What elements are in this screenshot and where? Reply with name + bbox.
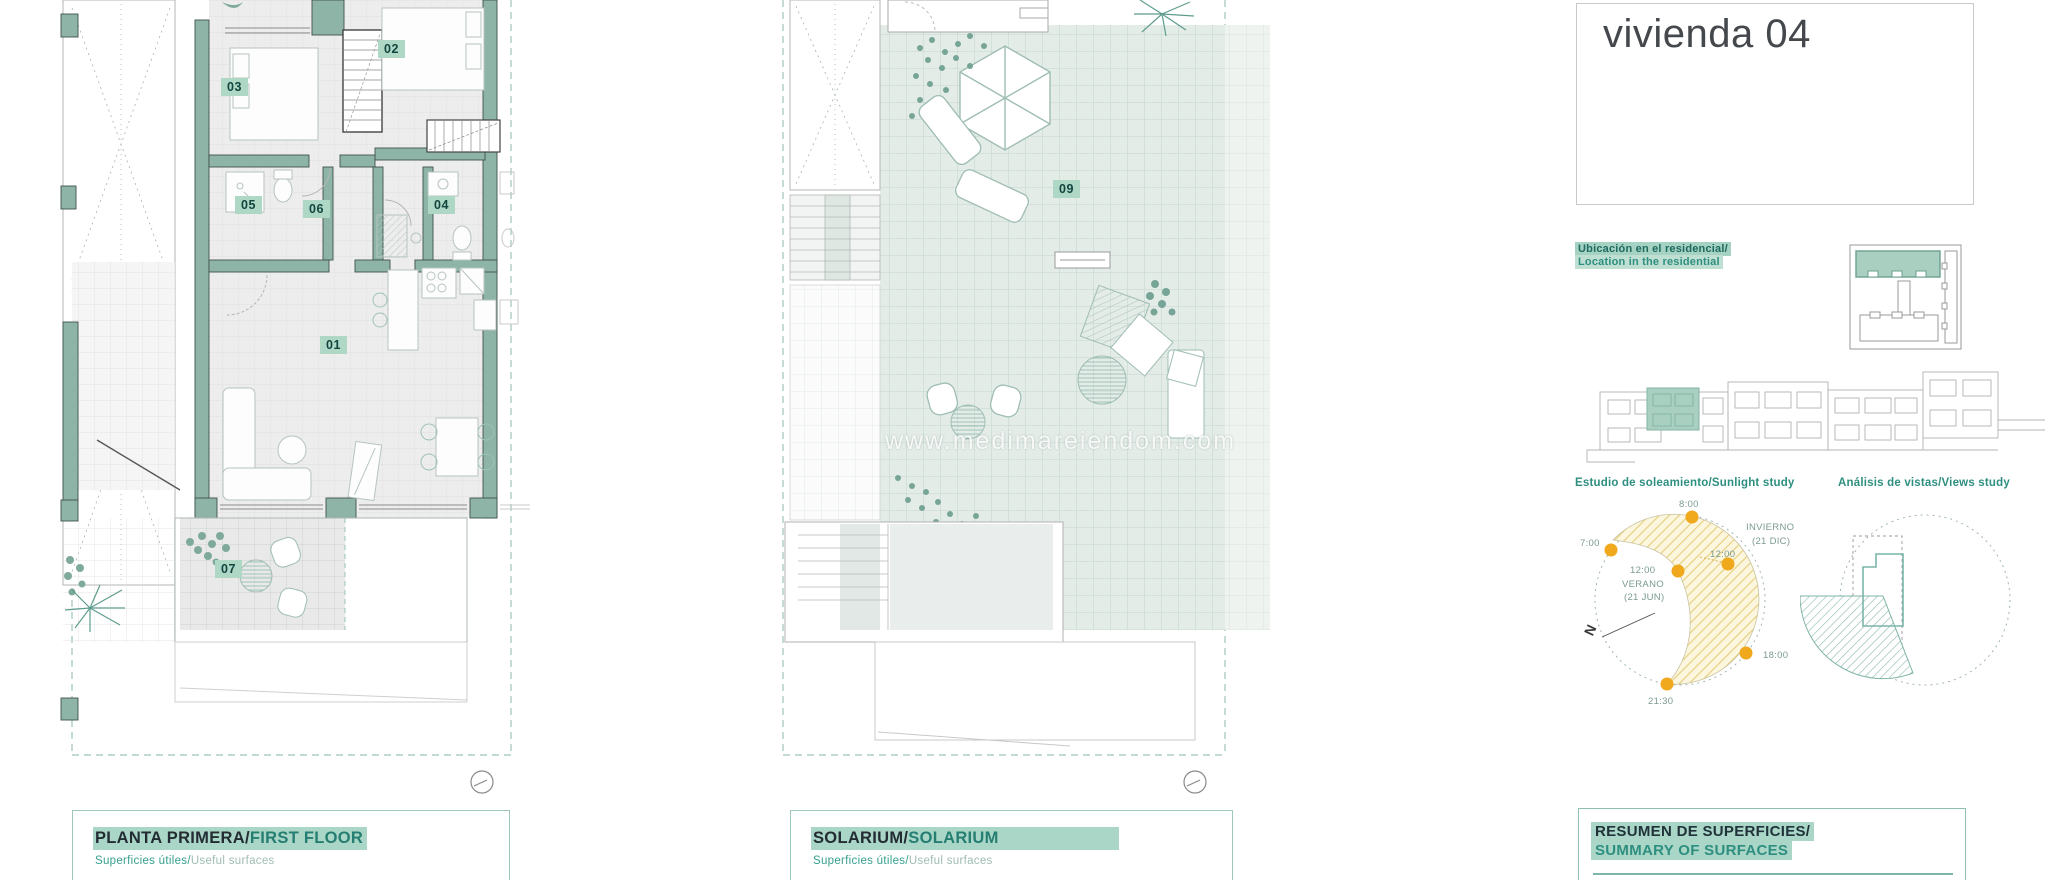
room-label-01: 01	[320, 336, 347, 354]
winter-label: INVIERNO	[1746, 522, 1795, 533]
summary-table-rule	[1593, 873, 1953, 875]
north-arrow	[1602, 613, 1655, 637]
room-label-03: 03	[221, 78, 248, 96]
views-study-diagram	[1800, 495, 2048, 730]
winter-date: (21 DIC)	[1752, 536, 1791, 547]
location-line-es: Ubicación en el residencial/	[1575, 242, 1731, 256]
sun-time-0700: 7:00	[1580, 538, 1600, 549]
stairs	[790, 195, 880, 280]
sun-time-1800: 18:00	[1763, 650, 1789, 661]
room-label-04: 04	[428, 196, 455, 214]
room-label-09: 09	[1053, 180, 1080, 198]
summer-date: (21 JUN)	[1624, 592, 1665, 603]
elevation-strip	[1575, 370, 2048, 470]
first-floor-plan-drawing	[30, 0, 530, 800]
summary-box	[1578, 808, 1966, 880]
sun-time-1200-winter: 12:00	[1710, 549, 1736, 560]
compass-icon	[1184, 771, 1206, 793]
neighbour-hints	[500, 172, 530, 509]
roof-access	[888, 0, 1048, 32]
location-line-en: Location in the residential	[1575, 255, 1723, 269]
compass-icon	[471, 771, 493, 793]
dwelling-title: vivienda 04	[1603, 12, 1811, 56]
summer-label: VERANO	[1622, 579, 1664, 590]
sun-time-2130: 21:30	[1648, 696, 1674, 707]
room-label-02: 02	[378, 40, 405, 58]
north-letter: N	[1580, 622, 1600, 638]
stairs-shaft	[343, 30, 382, 132]
first-floor-caption-title: PLANTA PRIMERA/FIRST FLOOR	[93, 827, 367, 850]
solarium-caption-box	[790, 810, 1233, 880]
solarium-plan-drawing	[770, 0, 1270, 800]
terrace	[175, 518, 467, 702]
first-floor-caption-subtitle: Superficies útiles/Useful surfaces	[95, 855, 275, 867]
location-label	[1575, 243, 1731, 269]
lightwell	[790, 0, 880, 190]
solarium-caption-title: SOLARIUM/SOLARIUM	[811, 827, 1119, 850]
room-label-06: 06	[303, 200, 330, 218]
room-label-07: 07	[215, 560, 242, 578]
room-label-05: 05	[235, 196, 262, 214]
stairs-upper	[427, 120, 500, 152]
summary-line-es: RESUMEN DE SUPERFICIES/	[1591, 822, 1814, 841]
site-location-diagram	[1848, 243, 1963, 351]
views-sector	[1800, 596, 1913, 679]
solarium-caption-subtitle: Superficies útiles/Useful surfaces	[813, 855, 993, 867]
title-box	[1576, 3, 1974, 205]
watermark: www.medimareiendom.com	[885, 427, 1237, 455]
summary-line-en: SUMMARY OF SURFACES	[1591, 841, 1792, 860]
first-floor-caption-box	[72, 810, 510, 880]
sunlight-study-heading: Estudio de soleamiento/Sunlight study	[1575, 477, 1795, 489]
sun-time-1200-summer: 12:00	[1630, 565, 1656, 576]
views-study-heading: Análisis de vistas/Views study	[1838, 477, 2010, 489]
sun-time-0800: 8:00	[1679, 499, 1699, 510]
